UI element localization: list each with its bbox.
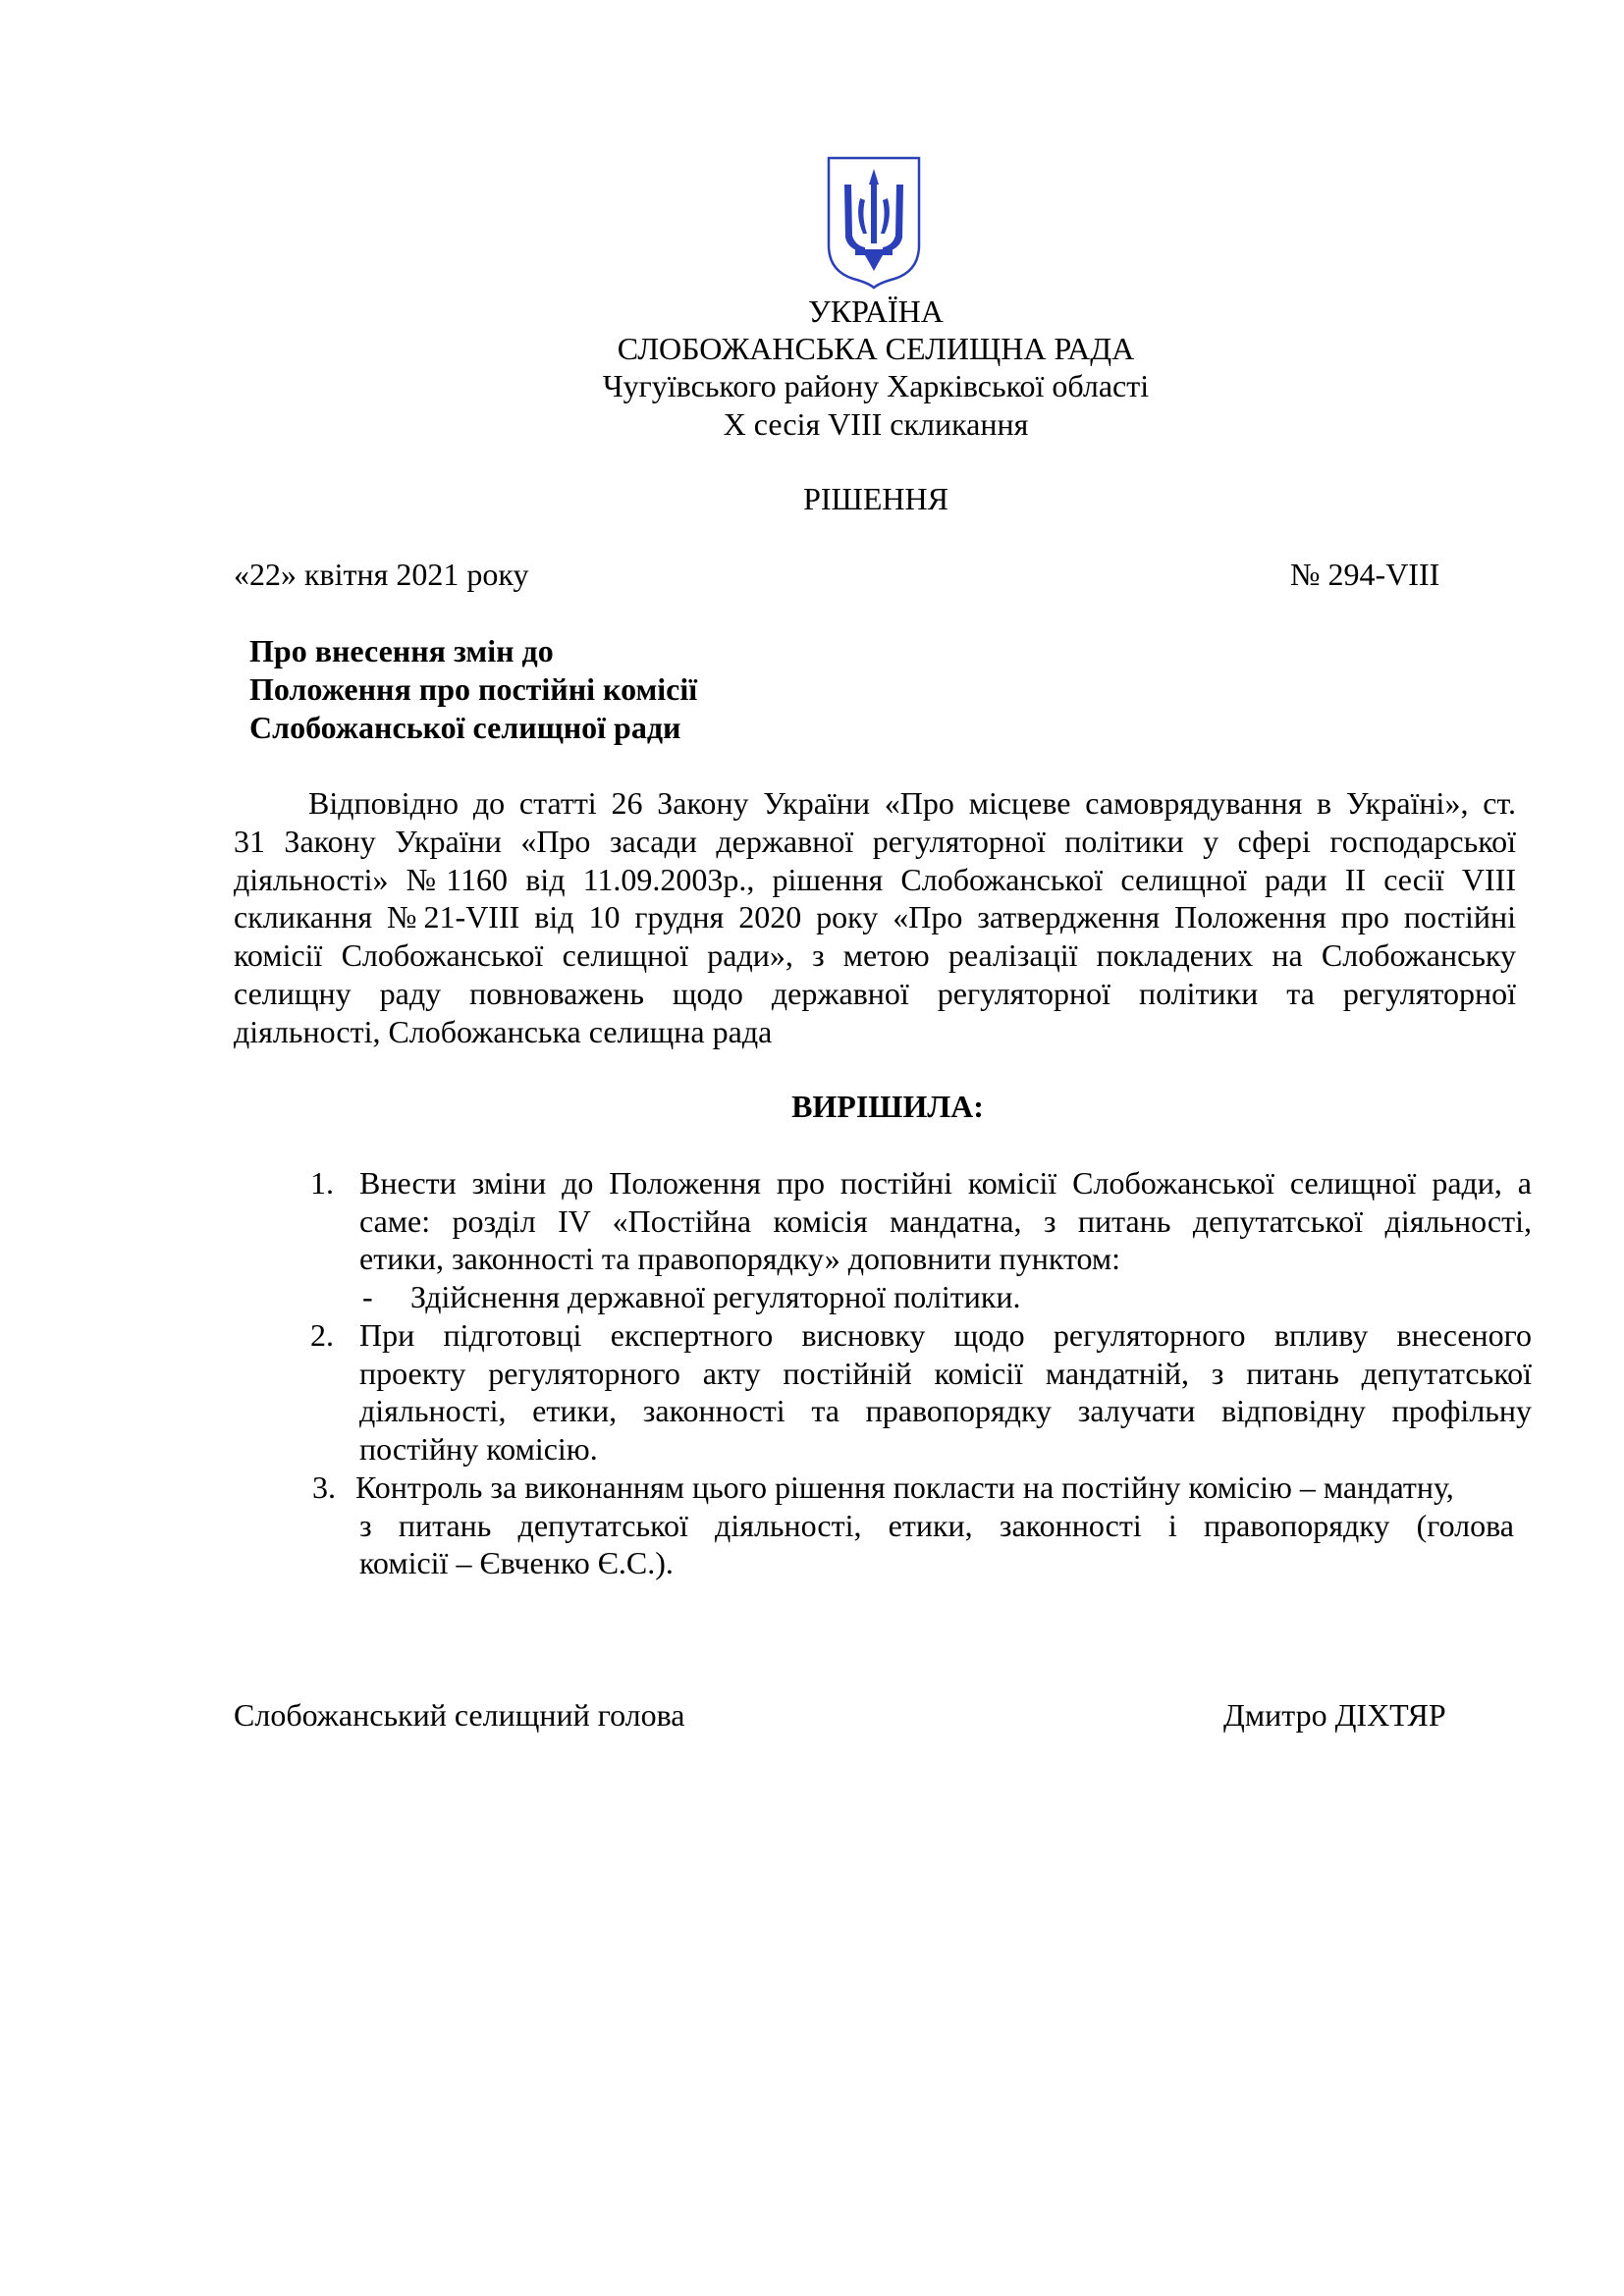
list-item-line: етики, законності та правопорядку» доповнити пунктом: [359, 1241, 1121, 1276]
preamble-line: Відповідно до статті 26 Закону України «Про місцеве самоврядування в Україні», ст. [308, 785, 1516, 821]
sub-point-text: Здійснення державної регуляторної політики. [410, 1279, 1021, 1314]
list-item-line: діяльності, етики, законності та правопорядку залучати відповідну профільну [359, 1393, 1532, 1428]
trident-coat-of-arms-icon [826, 155, 922, 291]
preamble-line: діяльності, Слобожанська селищна рада [234, 1013, 773, 1049]
preamble-paragraph [234, 784, 1516, 1051]
list-item-number: 1. [310, 1165, 334, 1201]
subject-line: Слобожанської селищної ради [249, 710, 681, 745]
list-item-number: 2. [310, 1317, 334, 1353]
preamble-line: селищну раду повноважень щодо державної регуляторної політики та регуляторної [234, 975, 1516, 1011]
subject-line: Про внесення змін до [249, 633, 554, 668]
list-item-line: постійну комісію. [359, 1430, 598, 1467]
preamble-line: скликання №21-VIII від 10 грудня 2020 року «Про затвердження Положення про постійні [234, 899, 1516, 935]
list-item-line: Контроль за виконанням цього рішення покласти на постійну комісію – мандатну, [355, 1469, 1454, 1505]
list-item [310, 1316, 1532, 1473]
signatory-name: Дмитро ДІХТЯР [1223, 1697, 1446, 1733]
session-name: X сесія VIII скликання [723, 406, 1029, 442]
decision-date: «22» квітня 2021 року [234, 557, 529, 592]
list-item-line: комісії – Євченко Є.С.). [359, 1545, 674, 1580]
list-item-line: саме: розділ IV «Постійна комісія мандатна, з питань депутатської діяльності, [359, 1202, 1532, 1239]
district-name: Чугуївського району Харківської області [602, 368, 1150, 403]
preamble-line: 31 Закону України «Про засади державної регуляторної політики у сфері господарської [234, 823, 1516, 859]
decided-heading: ВИРІШИЛА: [791, 1089, 984, 1124]
country-name: УКРАЇНА [808, 294, 944, 329]
list-item-line: проекту регуляторного акту постійній комісії мандатній, з питань депутатської [359, 1355, 1532, 1391]
decision-subject [249, 632, 697, 747]
list-item-line: При підготовці експертного висновку щодо регуляторного впливу внесеного [359, 1317, 1532, 1353]
list-item-line: Внести зміни до Положення про постійні комісії Слобожанської селищної ради, а [359, 1165, 1532, 1201]
list-item [312, 1468, 1514, 1586]
document-type: РІШЕННЯ [803, 481, 948, 516]
signatory-title: Слобожанський селищний голова [234, 1697, 685, 1733]
list-item-line: з питань депутатської діяльності, етики, законності і правопорядку (голова [359, 1507, 1514, 1543]
list-item-number: 3. [312, 1469, 336, 1505]
list-item [310, 1164, 1532, 1282]
decision-number: № 294-VIII [1290, 557, 1440, 592]
council-name: СЛОБОЖАНСЬКА СЕЛИЩНА РАДА [617, 331, 1135, 366]
preamble-line: діяльності» №1160 від 11.09.2003р., рішення Слобожанської селищної ради II сесії VIII [234, 861, 1516, 897]
preamble-line: комісії Слобожанської селищної ради», з метою реалізації покладених на Слобожанську [234, 937, 1516, 974]
sub-point-bullet: - [362, 1279, 373, 1314]
subject-line: Положення про постійні комісії [249, 671, 698, 707]
